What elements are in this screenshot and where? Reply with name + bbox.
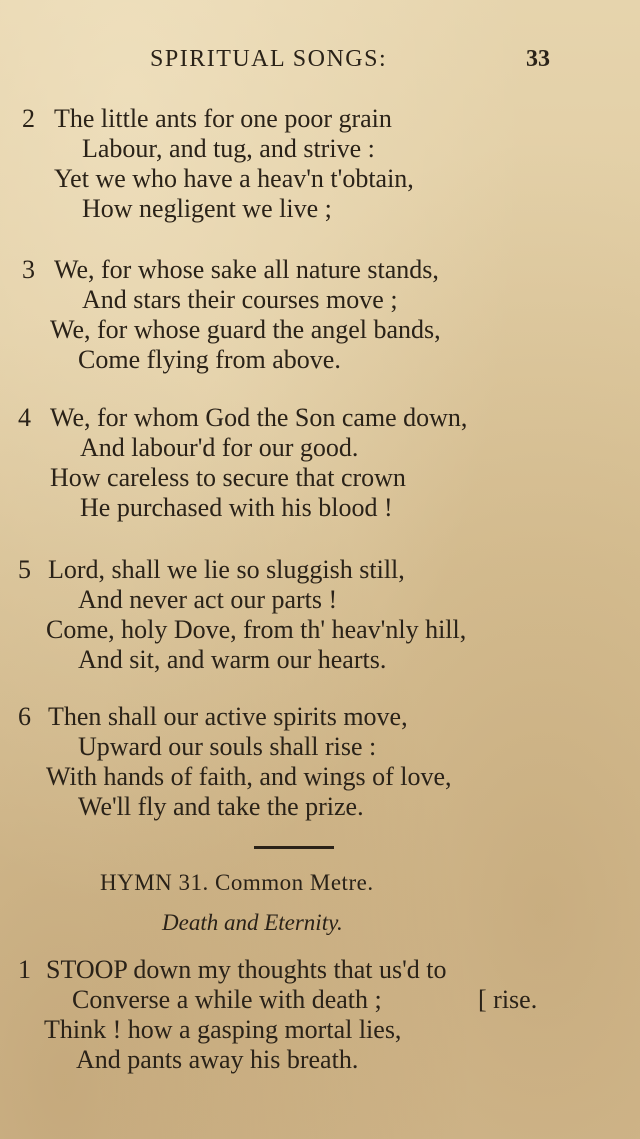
stanza-number: 6 — [18, 702, 31, 731]
stanza-number: 4 — [18, 403, 31, 432]
verse-line: And stars their courses move ; — [82, 285, 398, 314]
verse-line: Think ! how a gasping mortal lies, — [44, 1015, 402, 1044]
verse-line: We, for whose guard the angel bands, — [50, 315, 441, 344]
verse-line: Converse a while with death ; — [72, 985, 382, 1014]
verse-line: The little ants for one poor grain — [54, 104, 392, 133]
verse-line: Yet we who have a heav'n t'obtain, — [54, 164, 414, 193]
verse-line: How negligent we live ; — [82, 194, 332, 223]
verse-line: How careless to secure that crown — [50, 463, 406, 492]
running-head: SPIRITUAL SONGS: — [150, 46, 388, 72]
verse-line: Upward our souls shall rise : — [78, 732, 377, 761]
turnover-text: [ rise. — [478, 985, 538, 1014]
verse-line: And pants away his breath. — [76, 1045, 359, 1074]
verse-line: And sit, and warm our hearts. — [78, 645, 387, 674]
page-number: 33 — [526, 46, 550, 72]
verse-line: Then shall our active spirits move, — [48, 702, 408, 731]
stanza-number: 2 — [22, 104, 35, 133]
stanza-number: 3 — [22, 255, 35, 284]
verse-line: Come flying from above. — [78, 345, 341, 374]
verse-line: And never act our parts ! — [78, 585, 338, 614]
hymn-title: HYMN 31. Common Metre. — [100, 870, 374, 895]
verse-line: And labour'd for our good. — [80, 433, 359, 462]
stanza-number: 5 — [18, 555, 31, 584]
verse-line: We, for whom God the Son came down, — [50, 403, 468, 432]
page-header — [0, 46, 640, 80]
hymn-subtitle: Death and Eternity. — [162, 910, 343, 935]
stanza-number: 1 — [18, 955, 31, 984]
section-divider — [254, 846, 334, 849]
verse-line: Lord, shall we lie so sluggish still, — [48, 555, 405, 584]
verse-line: Labour, and tug, and strive : — [82, 134, 375, 163]
verse-line: He purchased with his blood ! — [80, 493, 393, 522]
verse-line: We, for whose sake all nature stands, — [54, 255, 439, 284]
verse-line: STOOP down my thoughts that us'd to — [46, 955, 447, 984]
verse-line: With hands of faith, and wings of love, — [46, 762, 452, 791]
verse-line: We'll fly and take the prize. — [78, 792, 364, 821]
verse-line: Come, holy Dove, from th' heav'nly hill, — [46, 615, 467, 644]
